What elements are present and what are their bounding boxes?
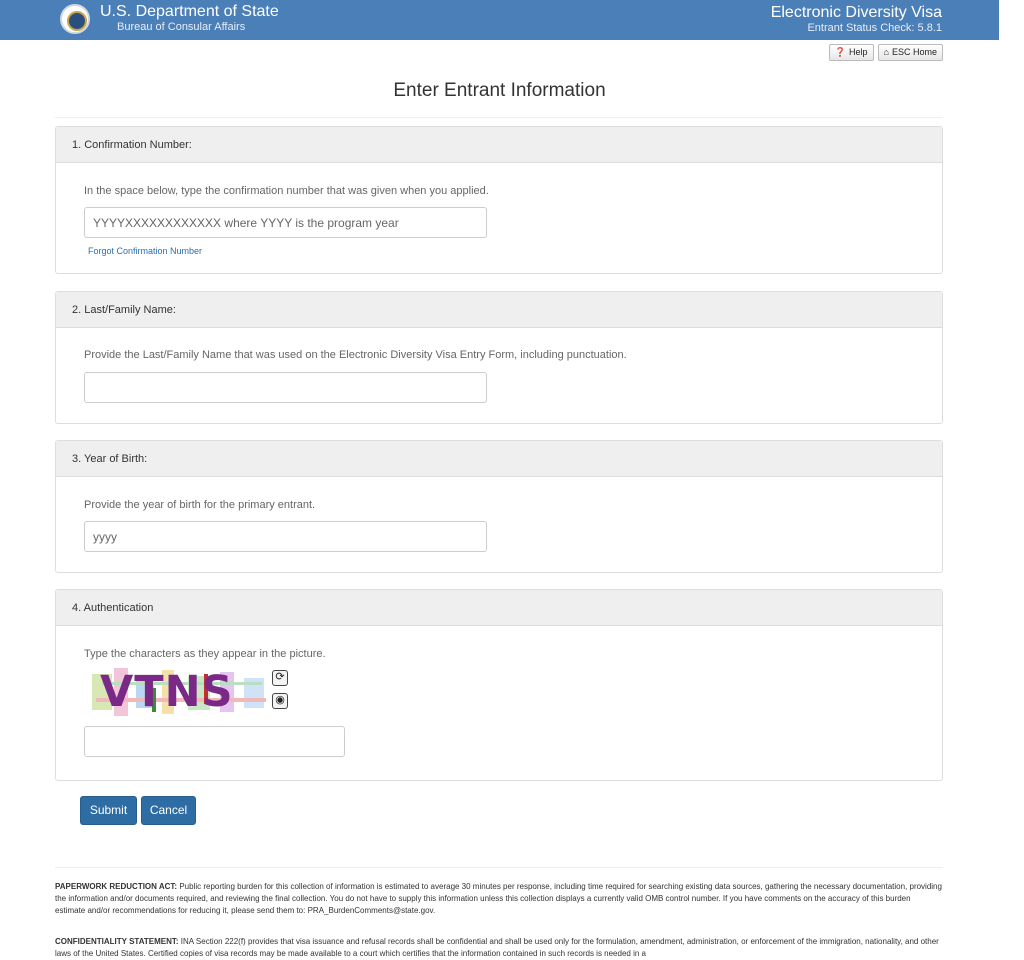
captcha-text: VTNS xyxy=(100,668,234,716)
paperwork-reduction-statement xyxy=(55,881,943,917)
app-version: Entrant Status Check: 5.8.1 xyxy=(807,22,942,34)
captcha-input[interactable] xyxy=(84,726,345,757)
confidentiality-statement xyxy=(55,936,943,960)
cancel-button[interactable]: Cancel xyxy=(141,796,196,825)
last-name-panel xyxy=(55,291,943,424)
authentication-heading: 4. Authentication xyxy=(56,590,942,626)
captcha-refresh-icon[interactable]: ⟳ xyxy=(272,670,288,686)
last-name-heading: 2. Last/Family Name: xyxy=(56,292,942,328)
birth-year-panel xyxy=(55,440,943,573)
last-name-instruction: Provide the Last/Family Name that was used on the Electronic Diversity Visa Entry Form, including punctuation. xyxy=(84,349,627,361)
paperwork-title: PAPERWORK REDUCTION ACT: xyxy=(55,882,178,891)
birth-year-instruction: Provide the year of birth for the primary entrant. xyxy=(84,499,316,511)
last-name-input[interactable] xyxy=(84,372,487,403)
forgot-confirmation-link[interactable]: Forgot Confirmation Number xyxy=(88,246,203,256)
birth-year-input[interactable] xyxy=(84,521,487,552)
confirmation-heading: 1. Confirmation Number: xyxy=(56,127,942,163)
state-department-seal-icon xyxy=(60,4,90,34)
question-circle-icon: ❓ xyxy=(834,47,847,57)
site-header xyxy=(0,0,999,40)
help-label: Help xyxy=(849,47,868,57)
confidentiality-text: INA Section 222(f) provides that visa issuance and refusal records shall be confidential and shall be used only for the formulation, amendment, administration, or enforcement of the immigration, nationality, and other laws of the United States. Certified copies of visa records may be made available to a court which certifies that the information contained in such records is needed in a xyxy=(55,937,939,958)
bureau-name: Bureau of Consular Affairs xyxy=(117,21,246,33)
confirmation-number-input[interactable] xyxy=(84,207,487,238)
authentication-panel xyxy=(55,589,943,781)
home-icon: ⌂ xyxy=(883,47,889,57)
title-divider xyxy=(55,117,943,118)
app-title: Electronic Diversity Visa xyxy=(770,4,942,21)
esc-home-label: ESC Home xyxy=(891,47,937,57)
submit-button[interactable]: Submit xyxy=(80,796,137,825)
department-name: U.S. Department of State xyxy=(100,3,279,20)
esc-home-button[interactable] xyxy=(878,44,943,61)
captcha-image xyxy=(92,668,270,716)
top-buttons xyxy=(829,44,943,61)
help-button[interactable] xyxy=(829,44,874,61)
authentication-instruction: Type the characters as they appear in the picture. xyxy=(84,648,326,660)
captcha-audio-icon[interactable]: ◉ xyxy=(272,693,288,709)
confidentiality-title: CONFIDENTIALITY STATEMENT: xyxy=(55,937,179,946)
confirmation-instruction: In the space below, type the confirmation number that was given when you applied. xyxy=(84,185,489,197)
paperwork-text: Public reporting burden for this collection of information is estimated to average 30 minutes per response, including time required for searching existing data sources, gathering the necessary documentation, providing the information and/or documents required, and reviewing the final collection. You do not have to supply this information unless this collection displays a currently valid OMB control number. If you have comments on the accuracy of this burden estimate and/or recommendations for reducing it, please send them to: PRA_BurdenComments@state.gov. xyxy=(55,882,942,915)
birth-year-heading: 3. Year of Birth: xyxy=(56,441,942,477)
confirmation-panel xyxy=(55,126,943,274)
footer-divider xyxy=(55,867,943,868)
page-title: Enter Entrant Information xyxy=(393,80,606,101)
